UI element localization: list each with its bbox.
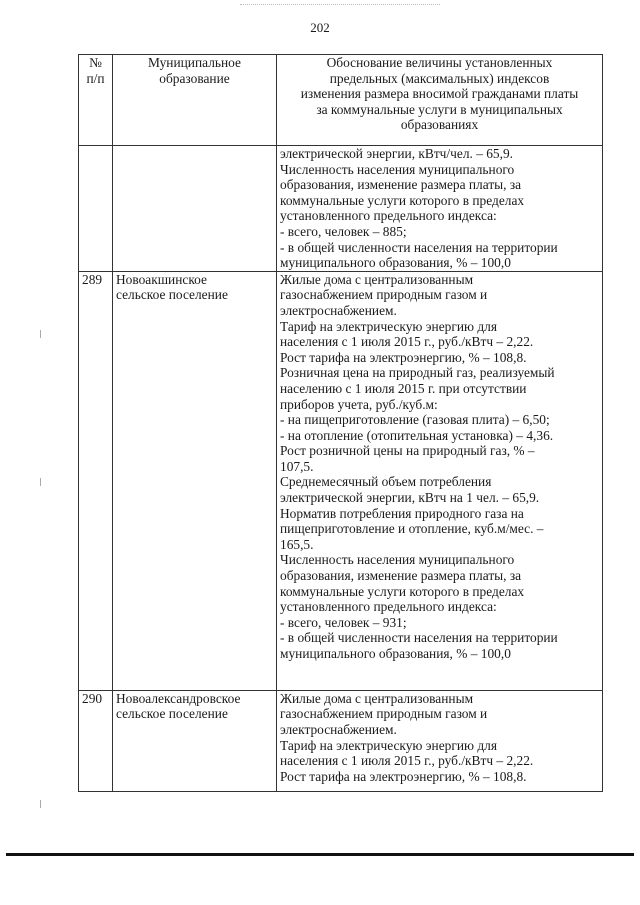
justification-line: - в общей численности населения на территории (280, 630, 558, 646)
justification-line: электроснабжением. (280, 302, 397, 318)
justification-line: Жилые дома с централизованным (280, 271, 474, 287)
municipality-line: Новоалександровское (116, 690, 241, 706)
margin-mark (40, 800, 41, 808)
justification-line: коммунальные услуги которого в пределах (280, 192, 525, 208)
row-municipality (113, 146, 277, 272)
justification-line: Среднемесячный объем потребления (280, 474, 492, 490)
justification-line: образования, изменение размера платы, за (280, 568, 522, 584)
header-number: № п/п (79, 55, 113, 146)
justification-line: - всего, человек – 931; (280, 614, 407, 630)
justification-line: электрической энергии, кВтч на 1 чел. – 65,9. (280, 490, 540, 506)
row-justification (277, 271, 603, 690)
margin-mark (40, 330, 41, 338)
bottom-rule (6, 853, 634, 856)
row-justification (277, 146, 603, 272)
justification-line: газоснабжением природным газом и (280, 706, 488, 722)
justification-line: электроснабжением. (280, 721, 397, 737)
margin-mark (40, 478, 41, 486)
row-municipality (113, 690, 277, 791)
row-number: 289 (79, 271, 113, 690)
justification-line: 165,5. (280, 536, 314, 552)
header-justification: Обоснование величины установленных предельных (максимальных) индексов изменения размера вносимой гражданами платы за коммунальные услуги в муниципальных образованиях (277, 55, 603, 146)
justification-line: приборов учета, руб./куб.м: (280, 396, 438, 412)
page-number: 202 (310, 20, 330, 35)
justification-line: Численность населения муниципального (280, 161, 515, 177)
justification-line: пищеприготовление и отопление, куб.м/мес. – (280, 521, 544, 537)
justification-line: населения с 1 июля 2015 г., руб./кВтч – 2,22. (280, 334, 534, 350)
justification-line: Рост тарифа на электроэнергию, % – 108,8. (280, 768, 527, 784)
tariff-table (78, 54, 603, 792)
justification-line: коммунальные услуги которого в пределах (280, 583, 525, 599)
justification-line: Тариф на электрическую энергию для (280, 318, 498, 334)
row-municipality (113, 271, 277, 690)
justification-line: Жилые дома с централизованным (280, 690, 474, 706)
justification-line: - на пищеприготовление (газовая плита) – 6,50; (280, 412, 550, 428)
municipality-line: Новоакшинское (116, 271, 207, 287)
justification-line: Тариф на электрическую энергию для (280, 737, 498, 753)
justification-line: муниципального образования, % – 100,0 (280, 646, 511, 661)
scan-artifact-dots (240, 4, 440, 6)
justification-line: газоснабжением природным газом и (280, 287, 488, 303)
row-justification (277, 690, 603, 791)
header-municipality: Муниципальное образование (113, 55, 277, 146)
row-number (79, 146, 113, 272)
justification-line: - на отопление (отопительная установка) – 4,36. (280, 427, 554, 443)
justification-line: Численность населения муниципального (280, 552, 515, 568)
justification-line: населения с 1 июля 2015 г., руб./кВтч – 2,22. (280, 753, 534, 769)
justification-line: Норматив потребления природного газа на (280, 505, 524, 521)
justification-line: Розничная цена на природный газ, реализуемый (280, 365, 555, 381)
justification-line: - в общей численности населения на территории (280, 239, 558, 255)
justification-line: - всего, человек – 885; (280, 223, 407, 239)
table-row (79, 271, 603, 690)
row-number: 290 (79, 690, 113, 791)
justification-line: установленного предельного индекса: (280, 599, 497, 615)
table-row (79, 690, 603, 791)
justification-line: Рост тарифа на электроэнергию, % – 108,8. (280, 349, 527, 365)
justification-line: 107,5. (280, 458, 314, 474)
justification-line: муниципального образования, % – 100,0 (280, 255, 511, 271)
municipality-line: сельское поселение (116, 287, 228, 303)
justification-line: Рост розничной цены на природный газ, % – (280, 443, 535, 459)
table-row (79, 146, 603, 272)
justification-line: населению с 1 июля 2015 г. при отсутствии (280, 380, 527, 396)
justification-line: электрической энергии, кВтч/чел. – 65,9. (280, 146, 514, 161)
justification-line: образования, изменение размера платы, за (280, 177, 522, 193)
table-header-row (79, 55, 603, 146)
municipality-line: сельское поселение (116, 706, 228, 722)
justification-line: установленного предельного индекса: (280, 208, 497, 224)
